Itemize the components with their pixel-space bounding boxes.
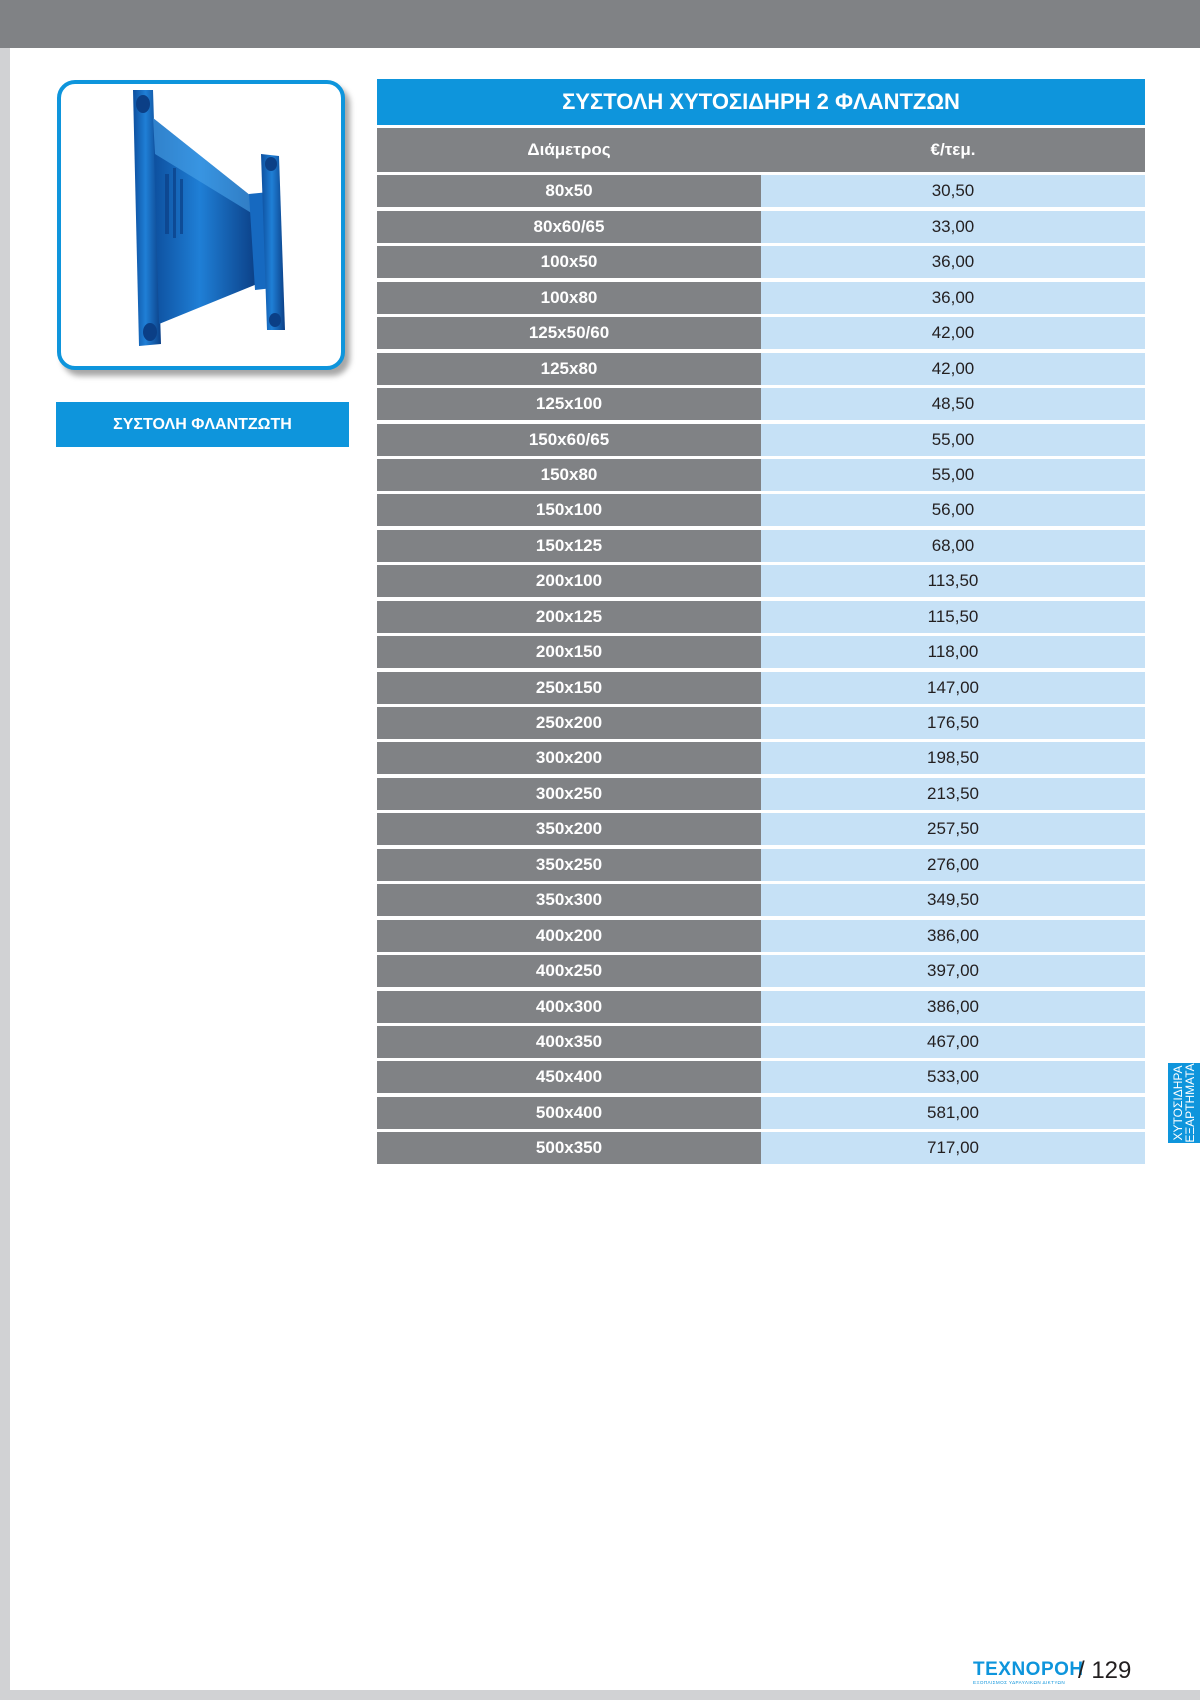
table-row bbox=[377, 211, 1145, 243]
price-cell: 33,00 bbox=[761, 211, 1145, 243]
price-cell: 581,00 bbox=[761, 1097, 1145, 1129]
price-cell: 55,00 bbox=[761, 424, 1145, 456]
table-row bbox=[377, 1061, 1145, 1093]
diameter-cell: 125x80 bbox=[377, 353, 761, 385]
diameter-cell: 250x150 bbox=[377, 672, 761, 704]
diameter-cell: 250x200 bbox=[377, 707, 761, 739]
page-number: / 129 bbox=[1078, 1657, 1132, 1684]
diameter-cell: 500x350 bbox=[377, 1132, 761, 1164]
diameter-cell: 100x80 bbox=[377, 282, 761, 314]
diameter-header: Διάμετρος bbox=[527, 140, 611, 159]
price-cell: 717,00 bbox=[761, 1132, 1145, 1164]
diameter-cell: 200x125 bbox=[377, 601, 761, 633]
table-row bbox=[377, 742, 1145, 774]
diameter-cell: 125x50/60 bbox=[377, 317, 761, 349]
table-row bbox=[377, 955, 1145, 987]
price-cell: 397,00 bbox=[761, 955, 1145, 987]
price-cell: 176,50 bbox=[761, 707, 1145, 739]
table-row bbox=[377, 849, 1145, 881]
diameter-cell: 100x50 bbox=[377, 246, 761, 278]
flanged-reducer-image bbox=[61, 84, 341, 366]
product-image-frame bbox=[57, 80, 345, 370]
table-title: ΣΥΣΤΟΛΗ ΧΥΤΟΣΙΔΗΡΗ 2 ΦΛΑΝΤΖΩΝ bbox=[377, 79, 1145, 125]
price-cell: 118,00 bbox=[761, 636, 1145, 668]
table-row bbox=[377, 1132, 1145, 1164]
table-row bbox=[377, 565, 1145, 597]
table-row bbox=[377, 1097, 1145, 1129]
price-table bbox=[377, 79, 1145, 1164]
diameter-cell: 350x250 bbox=[377, 849, 761, 881]
diameter-cell: 150x125 bbox=[377, 530, 761, 562]
diameter-cell: 300x200 bbox=[377, 742, 761, 774]
price-cell: 386,00 bbox=[761, 991, 1145, 1023]
price-cell: 198,50 bbox=[761, 742, 1145, 774]
price-cell: 349,50 bbox=[761, 884, 1145, 916]
top-bar bbox=[0, 0, 1200, 48]
price-cell: 533,00 bbox=[761, 1061, 1145, 1093]
table-row bbox=[377, 317, 1145, 349]
price-cell: 42,00 bbox=[761, 353, 1145, 385]
price-cell: 213,50 bbox=[761, 778, 1145, 810]
table-row bbox=[377, 494, 1145, 526]
diameter-cell: 150x60/65 bbox=[377, 424, 761, 456]
price-cell: 36,00 bbox=[761, 282, 1145, 314]
table-row bbox=[377, 388, 1145, 420]
diameter-cell: 350x200 bbox=[377, 813, 761, 845]
table-row bbox=[377, 920, 1145, 952]
brand-tagline: ΕΞΟΠΛΙΣΜΟΣ ΥΔΡΑΥΛΙΚΩΝ ΔΙΚΤΥΩΝ bbox=[973, 1680, 1066, 1685]
price-cell: 48,50 bbox=[761, 388, 1145, 420]
brand-logo bbox=[973, 1659, 1084, 1686]
price-cell: 56,00 bbox=[761, 494, 1145, 526]
side-tab-line1: ΧΥΤΟΣΙΔΗΡΑ bbox=[1171, 1065, 1185, 1141]
price-cell: 147,00 bbox=[761, 672, 1145, 704]
table-row bbox=[377, 672, 1145, 704]
table-row bbox=[377, 778, 1145, 810]
product-caption: ΣΥΣΤΟΛΗ ΦΛΑΝΤΖΩΤΗ bbox=[56, 402, 349, 447]
price-header: €/τεμ. bbox=[930, 140, 976, 159]
diameter-cell: 400x350 bbox=[377, 1026, 761, 1058]
price-cell: 36,00 bbox=[761, 246, 1145, 278]
table-row bbox=[377, 175, 1145, 207]
diameter-cell: 450x400 bbox=[377, 1061, 761, 1093]
diameter-cell: 80x60/65 bbox=[377, 211, 761, 243]
diameter-cell: 400x250 bbox=[377, 955, 761, 987]
table-row bbox=[377, 1026, 1145, 1058]
left-edge-strip bbox=[0, 48, 10, 1700]
price-cell: 467,00 bbox=[761, 1026, 1145, 1058]
diameter-cell: 400x200 bbox=[377, 920, 761, 952]
diameter-cell: 350x300 bbox=[377, 884, 761, 916]
table-row bbox=[377, 991, 1145, 1023]
table-row bbox=[377, 282, 1145, 314]
diameter-cell: 200x150 bbox=[377, 636, 761, 668]
diameter-cell: 500x400 bbox=[377, 1097, 761, 1129]
bottom-edge-strip bbox=[0, 1690, 1200, 1700]
diameter-cell: 400x300 bbox=[377, 991, 761, 1023]
side-tab-line2: ΕΞΑΡΤΗΜΑΤΑ bbox=[1183, 1063, 1197, 1143]
diameter-cell: 150x100 bbox=[377, 494, 761, 526]
price-cell: 115,50 bbox=[761, 601, 1145, 633]
diameter-cell: 300x250 bbox=[377, 778, 761, 810]
diameter-cell: 150x80 bbox=[377, 459, 761, 491]
diameter-cell: 125x100 bbox=[377, 388, 761, 420]
diameter-cell: 80x50 bbox=[377, 175, 761, 207]
table-row bbox=[377, 813, 1145, 845]
table-row bbox=[377, 459, 1145, 491]
price-cell: 30,50 bbox=[761, 175, 1145, 207]
table-header bbox=[377, 128, 1145, 172]
price-cell: 257,50 bbox=[761, 813, 1145, 845]
table-row bbox=[377, 636, 1145, 668]
table-row bbox=[377, 530, 1145, 562]
price-cell: 68,00 bbox=[761, 530, 1145, 562]
table-row bbox=[377, 601, 1145, 633]
section-side-tab[interactable] bbox=[1168, 1063, 1200, 1143]
table-body bbox=[377, 175, 1145, 1164]
price-cell: 55,00 bbox=[761, 459, 1145, 491]
price-cell: 113,50 bbox=[761, 565, 1145, 597]
price-cell: 42,00 bbox=[761, 317, 1145, 349]
table-row bbox=[377, 353, 1145, 385]
brand-name: ΤΕΧΝΟΡΟΗ bbox=[973, 1659, 1084, 1680]
diameter-cell: 200x100 bbox=[377, 565, 761, 597]
table-row bbox=[377, 424, 1145, 456]
table-row bbox=[377, 707, 1145, 739]
table-row bbox=[377, 246, 1145, 278]
price-cell: 386,00 bbox=[761, 920, 1145, 952]
price-cell: 276,00 bbox=[761, 849, 1145, 881]
table-row bbox=[377, 884, 1145, 916]
